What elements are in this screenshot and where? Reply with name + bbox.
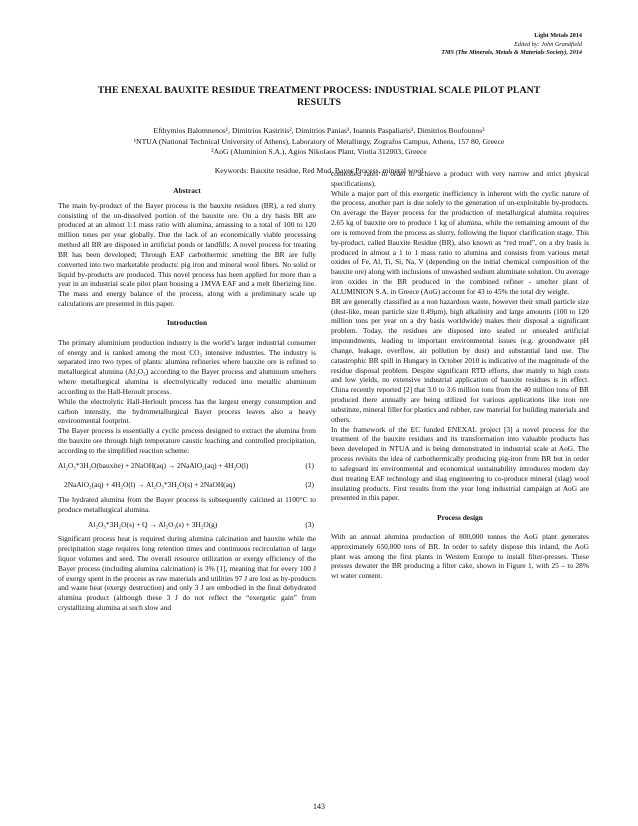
- header-line-1: Light Metals 2014: [534, 32, 582, 39]
- process-design-paragraph: With an annual alumina production of 800,000 tonnes the AoG plant generates approximately 650,000 tons of BR. In order to safely dispose this inland, the AoG plant was among the first plants in Western Europe to install filter-presses. These presses dewater the BR producing a filter cake, shown in Figure 1, with 25 – to 28% wt water content.: [331, 531, 589, 581]
- introduction-heading: Introduction: [166, 318, 208, 328]
- paper-title: [50, 85, 588, 109]
- equation-2-number: (2): [305, 480, 314, 490]
- equation-1-body: Al₂O₃*3H₂O(bauxite) + 2NaOH(aq) → 2NaAlO₂(aq) + 4H₂O(l): [58, 460, 249, 470]
- affiliation-2: ²AoG (Aluminion S.A.), Agios Nikolaos Plant, Viotia 312003, Greece: [211, 147, 427, 156]
- process-design-heading: Process design: [437, 512, 483, 522]
- title-line-1: THE ENEXAL BAUXITE RESIDUE TREATMENT PROCESS: INDUSTRIAL SCALE PILOT PLANT: [97, 85, 541, 96]
- header-line-3: TMS (The Minerals, Metals & Materials Society), 2014: [441, 49, 582, 57]
- equation-1: [58, 461, 316, 471]
- right-paragraph-2: BR are generally classified as a non hazardous waste, however their small particle size (dust-like, mean particle size 0.49μm), high alkalinity and large amounts (100 to 120 million tons per year on a dry basis worldwide) makes their disposal a significant problem. Today, the residues are disposed into sealed or unsealed artificial impoundments, leading to important environmental issues (e.g. groundwater pH change, leakage, overflow, air pollution by dust) and substantial land use. The catastrophic BR spill in Hungary in October 2010 is indicative of the magnitude of the residue disposal problem. Despite significant RTD efforts, due mainly to high costs and low yields, no extensive industrial application of bauxite residues is in effect. China recently reported [2] that 3.0 to 3.6 million tons from the 40 million tons of BR produced there annually are being utilized for various applications like iron ore substitute, mineral filler for plastics and rubber, raw material for building materials and others.: [331, 296, 589, 424]
- intro-paragraph-2: While the electrolytic Hall-Herloult process has the largest energy consumption and carbon intensity, the hydrometallurgical Bayer process leaves also a heavy environmental footprint.: [58, 396, 316, 426]
- conference-header: [441, 32, 582, 58]
- intro-paragraph-1: The primary aluminium production industry is the world’s larger industrial consumer of energy and is ranked among the most CO₂ intensive industries. The industry is separated into two types of plants: alumina refineries where bauxite ore is refined to metallurgical alumina (Al₂O₃) according to the Bayer process and aluminum smelters where metallurgical alumina is electrolytically reduced into metallic aluminum according to the Hall-Heroult process.: [58, 337, 316, 396]
- equation-2: [58, 480, 316, 490]
- intro-paragraph-3: The Bayer process is essentially a cyclic process designed to extract the alumina from the bauxite ore through high temperature caustic leaching and controlled precipitation, according to the simplified reaction scheme:: [58, 426, 316, 455]
- author-names: Efthymios Balomnenos¹, Dimitrios Kastritis², Dimitrios Panias¹, Ioannis Paspaliaris¹, Dimitrios Boufounos²: [153, 126, 485, 135]
- author-block: [48, 126, 590, 158]
- keywords: Keywords: Bauxite residue, Red Mud, Bayer Process, mineral wool: [214, 166, 424, 175]
- left-column: [58, 186, 316, 613]
- page-number: 143: [313, 802, 325, 811]
- right-paragraph-3: In the framework of the EC funded ENEXAL project [3] a novel process for the treatment of the bauxite residues and its transformation into valuable products has been developed in NTUA and is being demonstrated in industrial scale at AoG. The process revisits the idea of carbothermically producing pig-iron from BR but in order to safeguard its environmental and economical sustainability introduces modern day dust treating EAF technology and slag engineering to co-produce mineral (slag) wool insulating products. First results from the year long industrial campaign at AoG are presented in this paper.: [331, 424, 589, 503]
- right-paragraph-0: controlled rates in order to achieve a product with very narrow and strict physical specifications).: [331, 169, 589, 188]
- exergy-paragraph: Significant process heat is required during alumina calcination and bauxite while the precipitation stage requires long retention times and continuous recirculation of large liquor volumes and seed. The overall resource utilization or exergy efficiency of the Bayer process (including alumina calcination) is 3% [1], meaning that for every 100 J of exergy spent in the process as raw materials and utilities 97 J are lost as by-products and waste heat (exergy destruction) and only 3 J are embodied in the final dehydrated alumina product (although these 3 J do not reflect the “exergetic gain” from crystallizing alumina at such slow and: [58, 534, 316, 613]
- equation-3-body: Al₂O₃*3H₂O(s) + Q → Al₂O₃(s) + 3H₂O(g): [88, 519, 218, 529]
- calcination-paragraph: The hydrated alumina from the Bayer process is subsequently calcined at 1100°C to produce metallurgical alumina.: [58, 494, 316, 514]
- equation-3-number: (3): [305, 519, 314, 529]
- right-column: [331, 169, 589, 581]
- header-line-2: Edited by: John Grandfield: [514, 40, 582, 48]
- affiliation-1: ¹NTUA (National Technical University of Athens), Laboratory of Metallurgy, Zografos Campus, Athens, 157 80, Greece: [133, 136, 505, 146]
- equation-1-number: (1): [305, 460, 314, 470]
- title-line-2: RESULTS: [296, 97, 342, 109]
- abstract-heading: Abstract: [173, 186, 201, 195]
- equation-2-body: 2NaAlO₂(aq) + 4H₂O(l) → Al₂O₃*3H₂O(s) + 2NaOH(aq): [64, 480, 236, 490]
- abstract-text: The main by-product of the Bayer process is the bauxite residues (BR), a red slurry consisting of the un-dissolved portion of the bauxite ore. On a dry basis BR are produced at an almost 1:1 mass ratio with alumina, amassing to a total of 100 to 120 million tones per year globally. Due the lack of an economically viable processing method all BR are disposed in artificial ponds or landfills. A novel process for treating BR has been developed; Through EAF carbothermic smelting the BR are fully converted into two marketable products: pig iron and mineral wool fibers. No solid or liquid by-products are produced. This novel process has been applied for more than a year in an industrial scale pilot plant housing a 1MVA EAF and a melt fiberizing line. The mass and energy balance of the process, along with a preliminary scale up calculations are presented in this paper.: [58, 200, 316, 309]
- equation-3: [58, 520, 316, 530]
- right-paragraph-1: While a major part of this exergetic inefficiency is inherent with the cyclic nature of the process, another part is due solely to the generation of un-exploitable by-products. On average the Bayer process for the production of metallurgical alumina requires 2.65 kg of bauxite ore to produce 1 kg of alumina, while the remaining amount of the ore is removed from the process as slurry, following the liquor clarification stage. This by-product, called Bauxite Residue (BR), also known as “red mud”, on a dry basis is produced in almost a 1 to 1 mass ratio to alumina and consists from various metal oxides of Fe, Al, Ti, Si, Na, V (depending on the initial chemical composition of the bauxite ore) along with inclusions of unwashed sodium aluminate solution. On average iron oxides in the BR produced in the combined refiner - smelter plant of ALUMINION S.A. in Greece (AoG) account for 43 to 45% the total dry weight.: [331, 188, 589, 296]
